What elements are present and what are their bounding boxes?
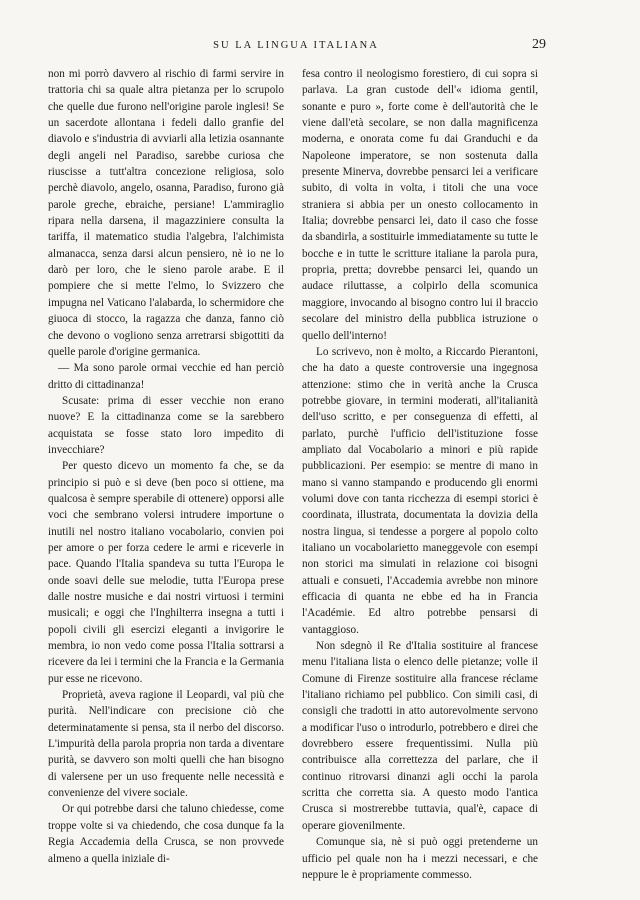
right-column	[302, 66, 538, 883]
left-column	[48, 66, 284, 867]
paragraph: Scusate: prima di esser vecchie non erano nuove? E la cittadinanza come se la sarebbero acquistata se fosse stato loro impedito di invecchiare?	[48, 394, 284, 456]
paragraph: — Ma sono parole ormai vecchie ed han perciò dritto di cittadinanza!	[48, 362, 284, 391]
paragraph: fesa contro il neologismo forestiero, di cui sopra si parlava. La gran custode dell'« idioma gentil, sonante e puro », forte come è dell'autorità che le viene dall'età secolare, se non dalla magnificenza moderna, e onorata come fu dai Granduchi e da Napoleone imperatore, se non sostenuta dalla presente Minerva, dovrebbe pensarci lei a verificare subito, di volta in volta, i titoli che una voce straniera si abbia per un onesto collocamento in Italia; dovrebbe pensarci lei, dato il caso che fosse da sbandirla, a sostituirle immediatamente su tutte le bocche e in tutte le scritture italiane la parola pura, propria, pretta; dovrebbe pensarci lei, quando un audace riluttasse, a colpirlo della scomunica maggiore, invocando al bisogno contro lui il braccio secolare del ministro della pubblica istruzione o quello dell'interno!	[302, 68, 538, 342]
paragraph: Comunque sia, nè si può oggi pretenderne un ufficio pel quale non ha i mezzi necessari, e che neppure le è propriamente commesso.	[302, 836, 538, 881]
paragraph: Per questo dicevo un momento fa che, se da principio si può e si deve (ben poco si ottiene, ma qualcosa è sempre sperabile di ottenere) opporsi alle voci che sembrano volersi intrudere importune o inutili nel nostro italiano vocabolario, convien poi per amore o per forza cedere le armi e riceverle in pace. Quando l'Italia spandeva su tutta l'Europa le onde soavi delle sue melodie, tutta l'Europa prese dalle nostre musiche e dai nostri virtuosi i termini musicali; e oggi che l'Inghilterra insegna a tutti i popoli civili gli esercizi eleganti a invigorire le membra, io non vedo come possa l'Italia sottrarsi a ricevere da lei i termini che la Francia e la Germania pur esse ne ricevono.	[48, 460, 284, 685]
paragraph: Proprietà, aveva ragione il Leopardi, val più che purità. Nell'indicare con precisione ciò che determinatamente si pensa, sta il nerbo del discorso. L'impurità della parola propria non tarda a diventare purità, se davvero son molti quelli che han bisogno di valersene per un uso frequente nelle necessità e convenienze del vivere sociale.	[48, 689, 284, 800]
running-title: SU LA LINGUA ITALIANA	[213, 40, 379, 51]
page-number: 29	[532, 37, 546, 52]
paragraph: non mi porrò davvero al rischio di farmi servire in trattoria chi sa quale altra pietanza per lo scrupolo che quelle due furono nell'origine parole inglesi! Se un sacerdote allontana i fedeli dallo granfie del diavolo e s'industria di avviarli alla letizia osannante degli angeli nel Paradiso, sarebbe curiosa che riuscisse a tutt'altra concezione religiosa, solo perchè diavolo, angelo, osanna, Paradiso, furono già parole greche, ebraiche, persiane! L'ammiraglio ripara nella darsena, il magazziniere consulta la tariffa, il matematico studia l'algebra, l'alchimista almanacca, senza darsi alcun pensiero, nè io ne lo darò per loro, che le sieno parole arabe. E il pompiere che si mette l'elmo, lo Svizzero che impugna nel Vaticano l'alabarda, lo schermidore che giuoca di stocco, la ragazza che danza, fanno ciò che devono o vogliono senza arretrarsi sbigottiti da quelle parole d'origine germanica.	[48, 68, 284, 358]
paragraph: Lo scrivevo, non è molto, a Riccardo Pierantoni, che ha dato a queste controversie una ingegnosa attenzione: stimo che in verità anche la Crusca potrebbe giovare, in termini moderati, all'italianità dell'uso scritto, e per conseguenza di effetti, al parlato, purchè l'ufficio dell'istituzione fosse ampliato dal Vocabolario a minori e più rapide pubblicazioni. Per esempio: se mentre di mano in mano si vanno stampando e producendo gli enormi volumi dove con tanta ricchezza di esempi storici è coordinata, illustrata, documentata la dovizia della nostra lingua, si tendesse a porgere al popolo colto italiano un vocabolarietto maneggevole con esempi non storici ma simulati in relazione coi bisogni attuali e consueti, l'Accademia avrebbe non minore efficacia di quanta ne ebbe ed ha in Francia l'Académie. Ed altro potrebbe pensarsi di vantaggioso.	[302, 345, 538, 636]
paragraph: Non sdegnò il Re d'Italia sostituire al francese menu l'italiana lista o elenco delle pietanze; volle il Comune di Firenze sostituire alla francese réclame l'italiano richiamo pel pubblico. Con simili casi, di consigli che tradotti in atto autorevolmente servono a modificar l'uso o introdurlo, potrebbero e direi che dovrebbero essere frequentissimi. Nulla più contribuisce alla correttezza del parlare, che il continuo ritrovarsi dinanzi agli occhi la parola scritta che corretta sia. A questo modo l'antica Crusca si mostrerebbe tuttavia, qual'è, capace di operare giovenilmente.	[302, 640, 538, 832]
paragraph: Or qui potrebbe darsi che taluno chiedesse, come troppe volte si va chiedendo, che cosa dunque fa la Regia Accademia della Crusca, se non provvede almeno a quella iniziale di-	[48, 803, 284, 865]
page-header	[46, 37, 546, 58]
